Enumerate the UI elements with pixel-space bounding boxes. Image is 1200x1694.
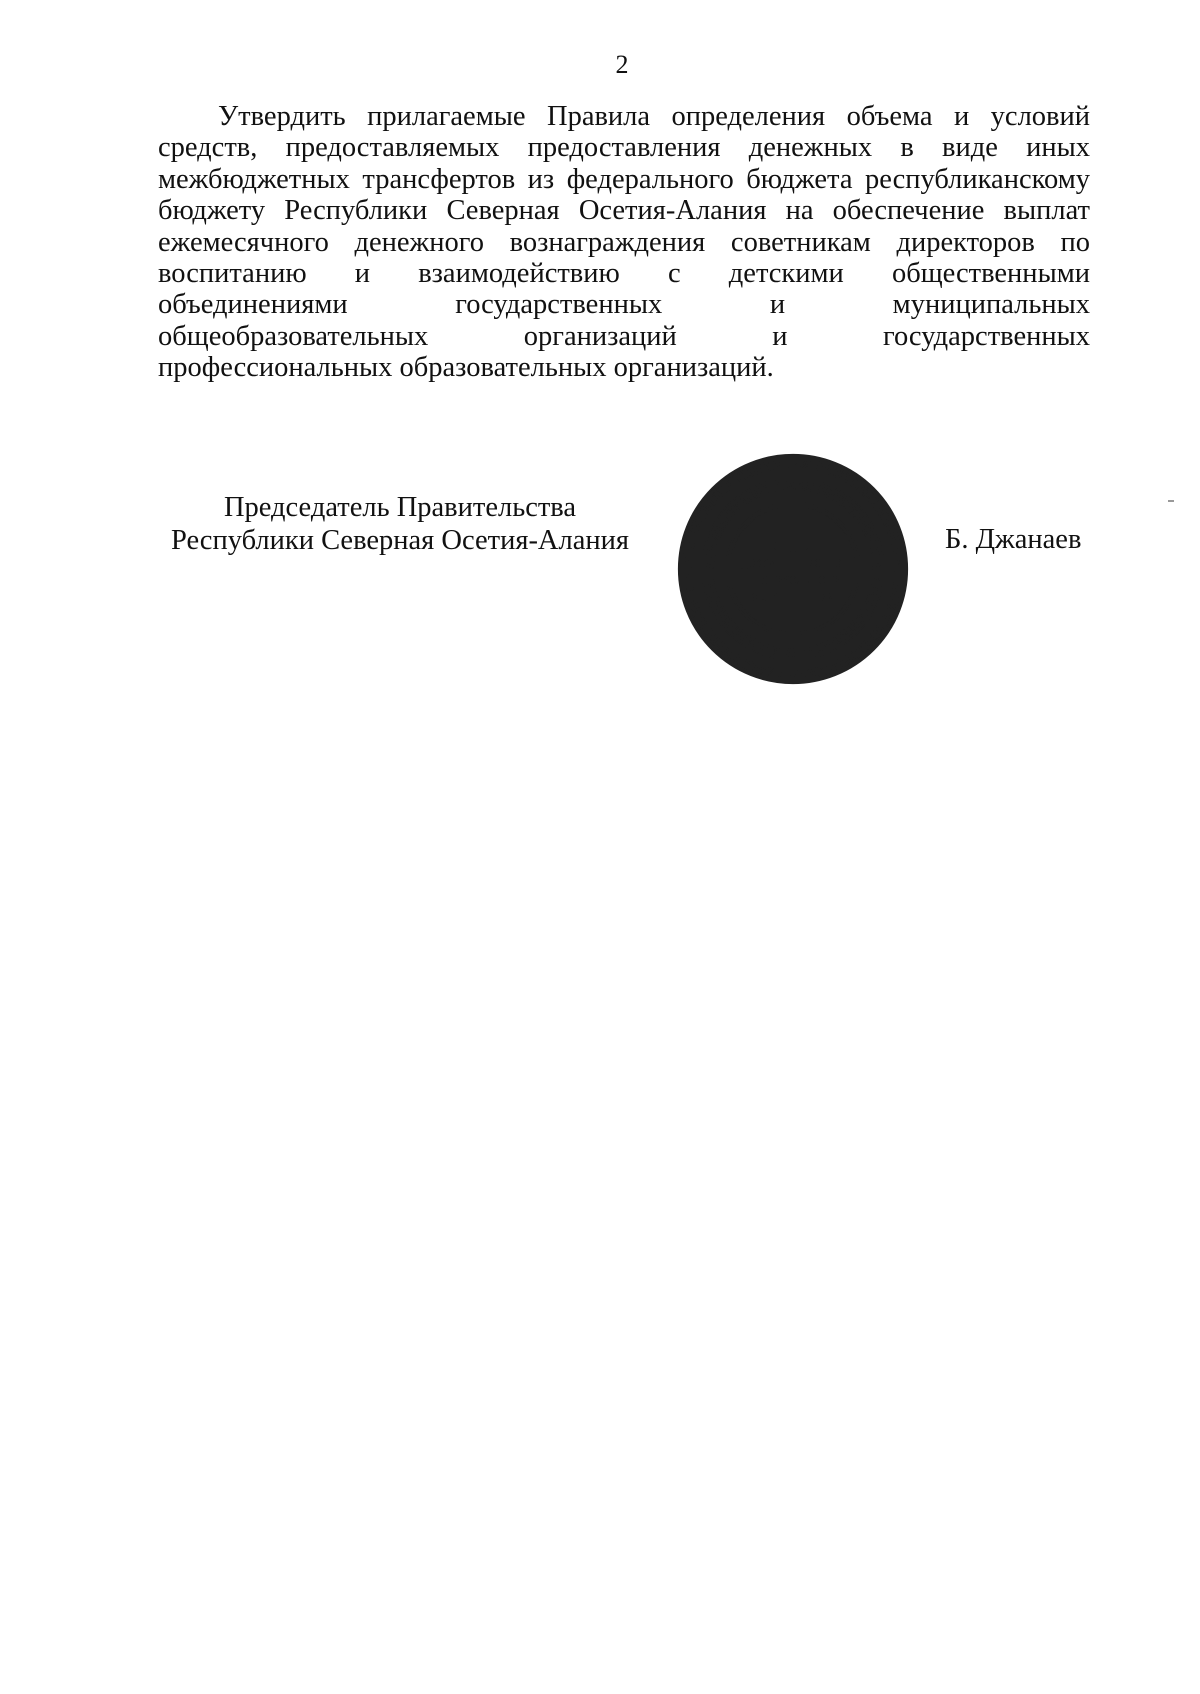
seal-center-line: ДОКУМЕНТАЦИОННО- (741, 557, 845, 570)
seal-center-line: ПРОТОКОЛЬНОГО (747, 574, 839, 587)
paragraph-line: объединениями государственных и муниципальных (158, 289, 1090, 321)
resolution-paragraph (158, 101, 1090, 384)
paragraph-line: средств, предоставляемых предоставления денежных в виде иных (158, 132, 1090, 164)
seal-graphic (677, 453, 909, 685)
signer-name: Б. Джанаев (945, 524, 1082, 555)
paragraph-line: общеобразовательных организаций и государственных (158, 320, 1090, 352)
seal-center-line: ОБЕСПЕЧЕНИЯ (751, 591, 835, 604)
scan-artifact (1168, 500, 1174, 502)
paragraph-line: бюджету Республики Северная Осетия-Алания на обеспечение выплат (158, 195, 1090, 227)
seal-center-line: ОТДЕЛ (773, 540, 813, 553)
paragraph-line: воспитанию и взаимодействию с детскими общественными (158, 258, 1090, 290)
paragraph-line: Утвердить прилагаемые Правила определения объема и условий (218, 101, 1090, 132)
official-seal (677, 453, 909, 685)
signer-title-line: Председатель Правительства (223, 492, 577, 523)
seal-outer-ring-text: РЕСПУБЛИКА СЕВЕРНАЯ ОСЕТИЯ-АЛАНИЯ * ЦӔГАТ ИРЫСТОН-АЛАНИЙЫ РЕСПУБЛИКӔ (683, 459, 903, 679)
signer-title-line: Республики Северная Осетия-Алания (170, 525, 630, 556)
page-number: 2 (615, 50, 629, 79)
seal-inner-ring-text: АДМИНИСТРАЦИЯ ГЛАВЫ РЕСПУБЛИКИ СЕВЕРНАЯ ОСЕТИЯ-АЛАНИЯ И ПРАВИТЕЛЬСТВА (702, 478, 884, 660)
paragraph-line: профессиональных образовательных организаций. (158, 352, 774, 384)
paragraph-line: межбюджетных трансфертов из федерального бюджета республиканскому (158, 163, 1090, 195)
paragraph-line: ежемесячного денежного вознаграждения советникам директоров по (158, 226, 1090, 258)
signer-title (120, 491, 680, 557)
